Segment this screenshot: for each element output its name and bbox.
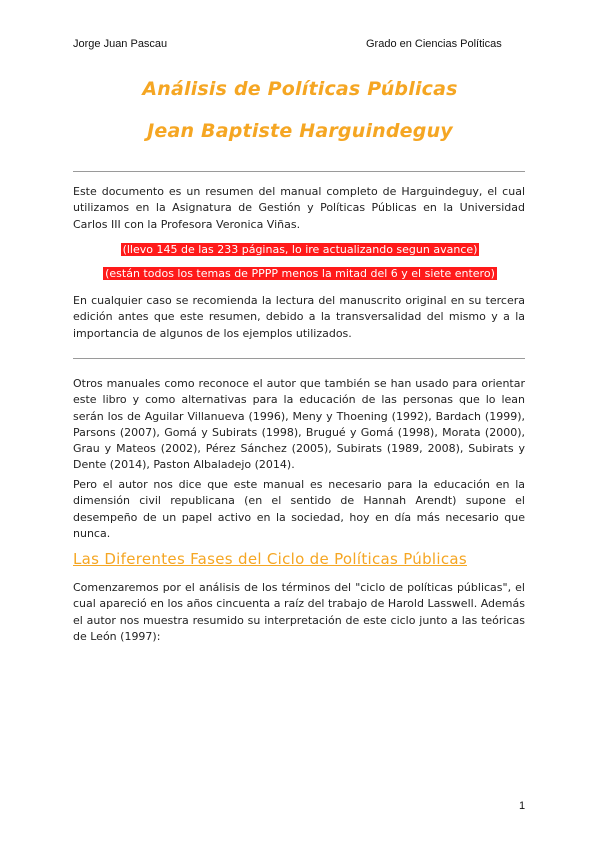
manuals-paragraph: Otros manuales como reconoce el autor que también se han usado para orientar este libro y como alternativas para la educación de las personas que lo lean serán los de Aguilar Villanueva (1996), Meny y Thoening (1992), Bardach (1999), Parsons (2007), Gomá y Subirats (1998), Brugué y Gomá (1998), Morata (2000), Grau y Mateos (2002), Pérez Sánchez (2005), Subirats (1989, 2008), Subirats y Dente (2014), Paston Albaladejo (2014). [73, 377, 525, 472]
progress-note-highlight [0, 242, 600, 257]
header-course: Grado en Ciencias Políticas [366, 38, 502, 50]
intro-paragraph: Este documento es un resumen del manual completo de Harguindeguy, el cual utilizamos en la Asignatura de Gestión y Políticas Públicas en la Universidad Carlos III con la Profesora Veronica Viñas. [73, 185, 525, 231]
document-subtitle-author: Jean Baptiste Harguindeguy [147, 120, 453, 142]
progress-note-text: (llevo 145 de las 233 páginas, lo ire actualizando segun avance) [122, 243, 478, 256]
page-number: 1 [519, 800, 526, 812]
necessity-paragraph: Pero el autor nos dice que este manual es necesario para la educación en la dimensión civil republicana (en el sentido de Hannah Arendt) supone el desempeño de un papel activo en la sociedad, hoy en día más necesario que nunca. [73, 478, 525, 540]
horizontal-divider [73, 358, 525, 359]
section-paragraph: Comenzaremos por el análisis de los términos del "ciclo de políticas públicas", el cual apareció en los años cincuenta a raíz del trabajo de Harold Lasswell. Además el autor nos muestra resumido su interpretación de este ciclo junto a las teóricas de León (1997): [73, 581, 525, 643]
topics-note-highlight [0, 266, 600, 281]
section-heading: Las Diferentes Fases del Ciclo de Políticas Públicas [73, 550, 467, 568]
recommendation-paragraph: En cualquier caso se recomienda la lectura del manuscrito original en su tercera edición antes que este resumen, debido a la transversalidad del mismo y a la importancia de algunos de los ejemplos utilizados. [73, 294, 525, 340]
document-title: Análisis de Políticas Públicas [142, 78, 458, 100]
topics-note-text: (están todos los temas de PPPP menos la mitad del 6 y el siete entero) [105, 267, 495, 280]
horizontal-divider [73, 171, 525, 172]
header-author: Jorge Juan Pascau [73, 38, 168, 50]
